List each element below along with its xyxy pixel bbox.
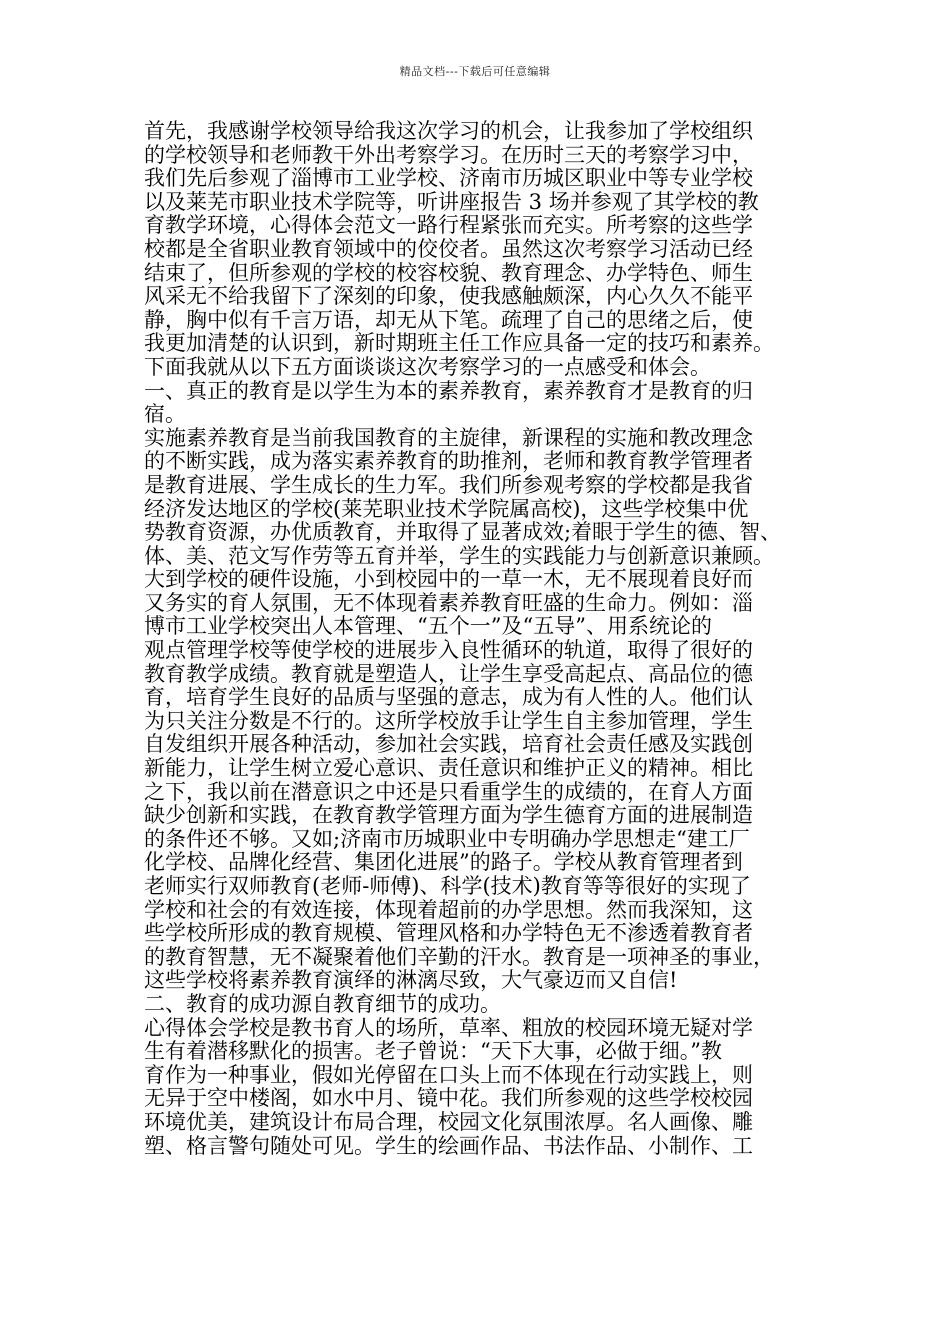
text-line: 环境优美，建筑设计布局合理，校园文化氛围浓厚。名人画像、雕 [144, 1110, 753, 1134]
text-line: 之下，我以前在潜意识之中还是只看重学生的成绩的，在育人方面 [144, 780, 753, 804]
text-line: 宿。 [144, 403, 186, 427]
text-line: 大到学校的硬件设施，小到校园中的一草一木，无不展现着良好而 [144, 568, 753, 592]
text-line: 校都是全省职业教育领域中的佼佼者。虽然这次考察学习活动已经 [144, 237, 753, 261]
text-line: 首先，我感谢学校领导给我这次学习的机会，让我参加了学校组织 [144, 120, 753, 143]
text-line: 静，胸中似有千言万语，却无从下笔。疏理了自己的思绪之后，使 [144, 308, 753, 332]
text-line: 的条件还不够。又如;济南市历城职业中专明确办学思想走“建工厂 [144, 827, 750, 851]
text-line: 二、教育的成功源自教育细节的成功。 [144, 992, 501, 1016]
text-line: 生有着潜移默化的损害。老子曾说：“天下大事，必做于细。”教 [144, 1040, 722, 1064]
text-line: 博市工业学校突出人本管理、“五个一”及“五导”、用系统论的 [144, 615, 712, 639]
text-line: 的学校领导和老师教干外出考察学习。在历时三天的考察学习中， [144, 143, 753, 167]
document-body [144, 120, 824, 1158]
text-line: 化学校、品牌化经营、集团化进展”的路子。学校从教育管理者到 [144, 851, 743, 875]
text-line: 心得体会学校是教书育人的场所，草率、粗放的校园环境无疑对学 [144, 1016, 753, 1040]
text-line: 一、真正的教育是以学生为本的素养教育，素养教育才是教育的归 [144, 379, 753, 403]
text-line: 些学校所形成的教育规模、管理风格和办学特色无不渗透着教育者 [144, 922, 753, 946]
text-line: 这些学校将素养教育演绎的淋漓尽致，大气豪迈而又自信! [144, 969, 678, 993]
text-line: 自发组织开展各种活动，参加社会实践，培育社会责任感及实践创 [144, 733, 753, 757]
text-line: 缺少创新和实践，在教育教学管理方面为学生德育方面的进展制造 [144, 804, 753, 828]
page-header: 精品文档---下载后可任意编辑 [399, 65, 551, 78]
text-line: 实施素养教育是当前我国教育的主旋律，新课程的实施和教改理念 [144, 426, 753, 450]
text-line: 塑、格言警句随处可见。学生的绘画作品、书法作品、小制作、工 [144, 1134, 753, 1158]
text-line: 观点管理学校等使学校的进展步入良性循环的轨道，取得了很好的 [144, 639, 753, 663]
text-line: 我更加清楚的认识到，新时期班主任工作应具备一定的技巧和素养。 [144, 332, 774, 356]
text-line: 教育教学成绩。教育就是塑造人，让学生享受高起点、高品位的德 [144, 662, 753, 686]
text-line: 学校和社会的有效连接，体现着超前的办学思想。然而我深知，这 [144, 898, 753, 922]
text-line: 的教育智慧，无不凝聚着他们辛勤的汗水。教育是一项神圣的事业， [144, 945, 774, 969]
text-line: 体、美、范文写作劳等五育并举，学生的实践能力与创新意识兼顾。 [144, 544, 774, 568]
text-line: 风采无不给我留下了深刻的印象，使我感触颇深，内心久久不能平 [144, 285, 753, 309]
text-line: 势教育资源，办优质教育，并取得了显著成效;着眼于学生的德、智、 [144, 521, 782, 545]
text-line: 下面我就从以下五方面谈谈这次考察学习的一点感受和体会。 [144, 355, 711, 379]
text-line: 老师实行双师教育(老师-师傅)、科学(技术)教育等等很好的实现了 [144, 875, 751, 898]
text-line: 育教学环境，心得体会范文一路行程紧张而充实。所考察的这些学 [144, 214, 753, 238]
text-line: 经济发达地区的学校(莱芜职业技术学院属高校)，这些学校集中优 [144, 497, 749, 521]
text-line: 育作为一种事业，假如光停留在口头上而不体现在行动实践上，则 [144, 1063, 753, 1087]
text-line: 以及莱芜市职业技术学院等，听讲座报告 3 场并参观了其学校的教 [144, 190, 759, 214]
text-line: 又务实的育人氛围，无不体现着素养教育旺盛的生命力。例如：淄 [144, 591, 753, 615]
text-line: 无异于空中楼阁，如水中月、镜中花。我们所参观的这些学校校园 [144, 1087, 753, 1111]
text-line: 我们先后参观了淄博市工业学校、济南市历城区职业中等专业学校 [144, 167, 753, 191]
text-line: 为只关注分数是不行的。这所学校放手让学生自主参加管理，学生 [144, 709, 753, 733]
text-line: 结束了，但所参观的学校的校容校貌、教育理念、办学特色、师生 [144, 261, 753, 285]
text-line: 的不断实践，成为落实素养教育的助推剂，老师和教育教学管理者 [144, 450, 753, 474]
text-line: 育，培育学生良好的品质与坚强的意志，成为有人性的人。他们认 [144, 686, 753, 710]
text-line: 是教育进展、学生成长的生力军。我们所参观考察的学校都是我省 [144, 473, 753, 497]
text-line: 新能力，让学生树立爱心意识、责任意识和维护正义的精神。相比 [144, 757, 753, 781]
